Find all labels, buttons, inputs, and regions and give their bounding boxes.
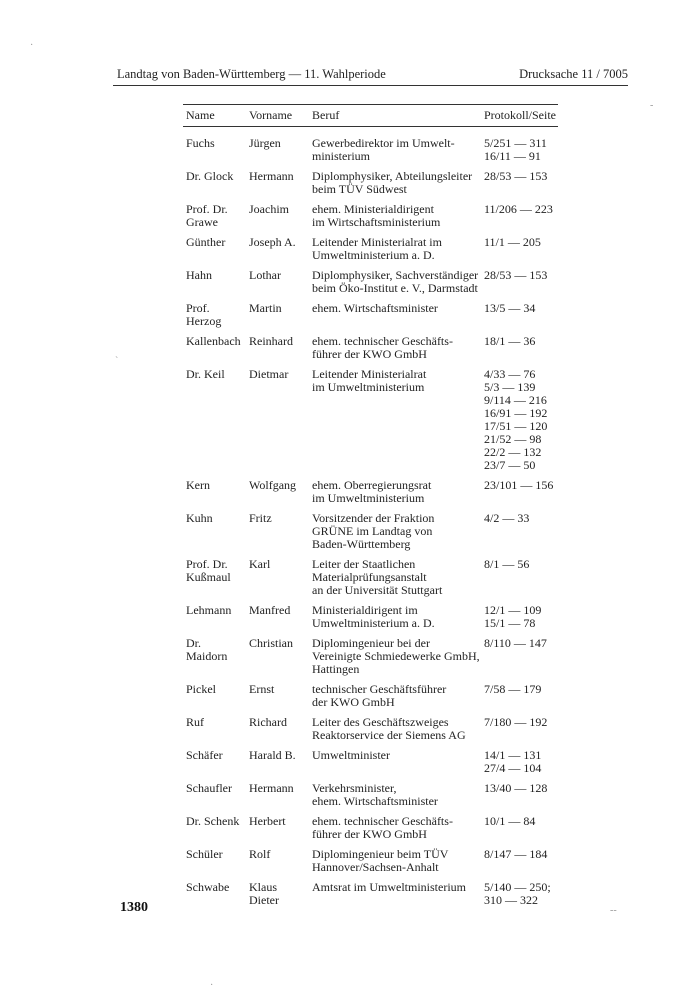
cell-line: 21/52 — 98 [484,432,542,446]
cell-line: beim TÜV Südwest [312,182,407,196]
cell-protokoll [484,815,558,841]
cell-name [183,637,249,676]
cell-name [183,335,249,361]
cell-line: Hermann [249,169,294,183]
table-row [183,815,558,841]
table-row [183,368,558,472]
cell-name [183,203,249,229]
cell-line: Herzog [186,314,222,328]
scan-speck: -- [610,905,617,916]
cell-line: 4/2 — 33 [484,511,530,525]
cell-line: Richard [249,715,287,729]
page-number: 1380 [120,900,148,915]
cell-beruf [312,558,484,597]
cell-line: 27/4 — 104 [484,761,542,775]
cell-line: 28/53 — 153 [484,268,548,282]
table-row [183,637,558,676]
cell-name [183,604,249,630]
cell-line: 17/51 — 120 [484,419,548,433]
cell-protokoll [484,269,558,295]
cell-line: Ministerialdirigent im [312,603,418,617]
cell-line: Kallenbach [186,334,241,348]
cell-protokoll [484,137,558,163]
cell-name [183,716,249,742]
cell-vorname [249,683,312,709]
cell-line: 8/1 — 56 [484,557,530,571]
table-row [183,479,558,505]
column-header-protokoll: Protokoll/Seite [484,108,556,122]
cell-line: 4/33 — 76 [484,367,536,381]
scan-speck: - [650,100,654,111]
table-header [183,104,558,127]
cell-vorname [249,512,312,551]
cell-line: Umweltministerium a. D. [312,616,435,630]
cell-line: Pickel [186,682,216,696]
cell-vorname [249,881,312,907]
cell-line: Prof. Dr. [186,202,228,216]
cell-line: im Umweltministerium [312,380,425,394]
cell-line: Hannover/Sachsen-Anhalt [312,860,439,874]
cell-name [183,269,249,295]
cell-line: Joachim [249,202,289,216]
cell-name [183,683,249,709]
cell-vorname [249,137,312,163]
cell-line: 12/1 — 109 [484,603,542,617]
table-body [183,137,558,907]
cell-line: 5/251 — 311 [484,136,547,150]
cell-name [183,479,249,505]
cell-line: Prof. Dr. [186,557,228,571]
cell-protokoll [484,749,558,775]
cell-line: Fritz [249,511,272,525]
cell-line: Kuhn [186,511,213,525]
cell-beruf [312,269,484,295]
cell-line: der KWO GmbH [312,695,395,709]
cell-line: Materialprüfungsanstalt [312,570,427,584]
cell-beruf [312,815,484,841]
cell-protokoll [484,716,558,742]
cell-protokoll [484,479,558,505]
cell-line: führer der KWO GmbH [312,347,427,361]
cell-vorname [249,716,312,742]
cell-line: Herbert [249,814,286,828]
cell-line: 9/114 — 216 [484,393,547,407]
scan-speck: · [30,40,34,51]
cell-name [183,848,249,874]
table-row [183,170,558,196]
table-row [183,881,558,907]
cell-line: Reaktorservice der Siemens AG [312,728,466,742]
table-row [183,749,558,775]
cell-name [183,368,249,472]
cell-line: Günther [186,235,226,249]
cell-line: Karl [249,557,271,571]
cell-beruf [312,203,484,229]
cell-line: 11/206 — 223 [484,202,553,216]
cell-line: Schüler [186,847,223,861]
cell-name [183,137,249,163]
cell-vorname [249,269,312,295]
cell-line: 8/147 — 184 [484,847,548,861]
cell-line: Leitender Ministerialrat [312,367,427,381]
table-row [183,269,558,295]
cell-line: Christian [249,636,293,650]
cell-vorname [249,848,312,874]
cell-line: Umweltministerium a. D. [312,248,435,262]
cell-line: Manfred [249,603,291,617]
table-row [183,604,558,630]
scan-speck: · [210,980,214,991]
cell-line: 28/53 — 153 [484,169,548,183]
cell-line: 310 — 322 [484,893,538,907]
cell-name [183,558,249,597]
cell-line: ministerium [312,149,370,163]
table-row [183,848,558,874]
cell-name [183,302,249,328]
cell-line: Gewerbedirektor im Umwelt- [312,136,455,150]
table-row [183,203,558,229]
cell-line: Prof. [186,301,210,315]
header-rule [113,85,628,86]
cell-line: Harald B. [249,748,296,762]
cell-line: Hattingen [312,662,360,676]
cell-vorname [249,203,312,229]
cell-line: ehem. technischer Geschäfts- [312,814,453,828]
cell-beruf [312,881,484,907]
cell-line: ehem. Ministerialdirigent [312,202,434,216]
cell-line: Dieter [249,893,279,907]
table-row [183,558,558,597]
cell-beruf [312,848,484,874]
cell-line: 5/140 — 250; [484,880,551,894]
cell-line: Vereinigte Schmiedewerke GmbH, [312,649,480,663]
column-header-beruf: Beruf [312,108,340,122]
cell-protokoll [484,302,558,328]
cell-line: ehem. Oberregierungsrat [312,478,432,492]
cell-protokoll [484,170,558,196]
cell-line: Hahn [186,268,212,282]
cell-protokoll [484,203,558,229]
cell-line: Lehmann [186,603,232,617]
cell-beruf [312,604,484,630]
cell-vorname [249,335,312,361]
cell-line: 15/1 — 78 [484,616,536,630]
cell-line: Jürgen [249,136,281,150]
cell-line: Kußmaul [186,570,231,584]
cell-name [183,881,249,907]
cell-protokoll [484,604,558,630]
cell-name [183,782,249,808]
cell-vorname [249,302,312,328]
cell-beruf [312,749,484,775]
cell-name [183,236,249,262]
cell-line: 5/3 — 139 [484,380,536,394]
cell-line: 23/7 — 50 [484,458,536,472]
cell-line: 16/91 — 192 [484,406,548,420]
cell-line: GRÜNE im Landtag von [312,524,433,538]
column-header-name: Name [186,108,215,122]
cell-line: Grawe [186,215,218,229]
cell-line: Joseph A. [249,235,296,249]
table-row [183,512,558,551]
cell-line: Umweltminister [312,748,390,762]
cell-beruf [312,683,484,709]
cell-protokoll [484,782,558,808]
table-row [183,683,558,709]
cell-vorname [249,815,312,841]
header-document-number: Drucksache 11 / 7005 [519,67,628,81]
column-header-vorname: Vorname [249,108,293,122]
cell-beruf [312,782,484,808]
cell-name [183,512,249,551]
table-row [183,335,558,361]
cell-line: Leitender Ministerialrat im [312,235,442,249]
cell-protokoll [484,335,558,361]
cell-line: ehem. Wirtschaftsminister [312,301,438,315]
cell-beruf [312,716,484,742]
cell-beruf [312,512,484,551]
cell-vorname [249,637,312,676]
cell-line: Maidorn [186,649,228,663]
cell-line: Leiter der Staatlichen [312,557,416,571]
cell-protokoll [484,683,558,709]
cell-line: beim Öko-Institut e. V., Darmstadt [312,281,478,295]
cell-line: Baden-Württemberg [312,537,411,551]
cell-line: technischer Geschäftsführer [312,682,447,696]
cell-line: Lothar [249,268,281,282]
cell-vorname [249,368,312,472]
cell-line: Vorsitzender der Fraktion [312,511,435,525]
cell-beruf [312,368,484,472]
cell-line: Amtsrat im Umweltministerium [312,880,466,894]
cell-line: Diplomingenieur bei der [312,636,430,650]
cell-vorname [249,782,312,808]
running-header [117,67,628,82]
cell-line: Diplomphysiker, Sachverständiger [312,268,479,282]
cell-line: 13/40 — 128 [484,781,548,795]
cell-line: Kern [186,478,210,492]
cell-vorname [249,558,312,597]
cell-line: 10/1 — 84 [484,814,536,828]
cell-line: Fuchs [186,136,215,150]
cell-name [183,749,249,775]
table-row [183,782,558,808]
cell-line: Ruf [186,715,204,729]
cell-beruf [312,170,484,196]
cell-protokoll [484,236,558,262]
cell-line: führer der KWO GmbH [312,827,427,841]
table-row [183,302,558,328]
cell-line: Diplomingenieur beim TÜV [312,847,449,861]
cell-line: Schwabe [186,880,230,894]
table-row [183,236,558,262]
cell-beruf [312,479,484,505]
cell-line: Reinhard [249,334,293,348]
cell-line: Rolf [249,847,271,861]
cell-line: Dr. Glock [186,169,234,183]
cell-line: Dr. Schenk [186,814,240,828]
cell-vorname [249,236,312,262]
cell-protokoll [484,368,558,472]
cell-protokoll [484,848,558,874]
cell-beruf [312,137,484,163]
cell-line: Wolfgang [249,478,297,492]
cell-vorname [249,170,312,196]
witness-table [183,104,558,907]
cell-line: an der Universität Stuttgart [312,583,443,597]
cell-line: 8/110 — 147 [484,636,547,650]
cell-line: Dr. [186,636,201,650]
cell-line: Hermann [249,781,294,795]
cell-line: 11/1 — 205 [484,235,541,249]
cell-line: Leiter des Geschäftszweiges [312,715,449,729]
cell-line: Diplomphysiker, Abteilungsleiter [312,169,473,183]
cell-line: Dietmar [249,367,289,381]
cell-line: 7/180 — 192 [484,715,548,729]
cell-name [183,170,249,196]
cell-line: 7/58 — 179 [484,682,542,696]
cell-line: 14/1 — 131 [484,748,542,762]
cell-line: Martin [249,301,282,315]
cell-line: ehem. Wirtschaftsminister [312,794,438,808]
cell-line: 13/5 — 34 [484,301,536,315]
cell-line: Klaus [249,880,277,894]
cell-line: im Wirtschaftsministerium [312,215,441,229]
cell-line: Schaufler [186,781,232,795]
cell-beruf [312,637,484,676]
cell-line: 18/1 — 36 [484,334,536,348]
cell-line: 16/11 — 91 [484,149,541,163]
cell-line: Verkehrsminister, [312,781,397,795]
table-row [183,716,558,742]
cell-vorname [249,479,312,505]
table-row [183,137,558,163]
cell-protokoll [484,512,558,551]
cell-vorname [249,749,312,775]
cell-line: Schäfer [186,748,223,762]
cell-line: Ernst [249,682,275,696]
header-title: Landtag von Baden-Württemberg — 11. Wahlperiode [117,67,386,81]
cell-line: 22/2 — 132 [484,445,542,459]
cell-beruf [312,335,484,361]
cell-protokoll [484,637,558,676]
cell-line: ehem. technischer Geschäfts- [312,334,453,348]
cell-protokoll [484,558,558,597]
cell-beruf [312,236,484,262]
cell-beruf [312,302,484,328]
cell-name [183,815,249,841]
cell-vorname [249,604,312,630]
cell-protokoll [484,881,558,907]
cell-line: Dr. Keil [186,367,225,381]
scan-speck: ˋ [115,356,119,367]
cell-line: im Umweltministerium [312,491,425,505]
cell-line: 23/101 — 156 [484,478,554,492]
